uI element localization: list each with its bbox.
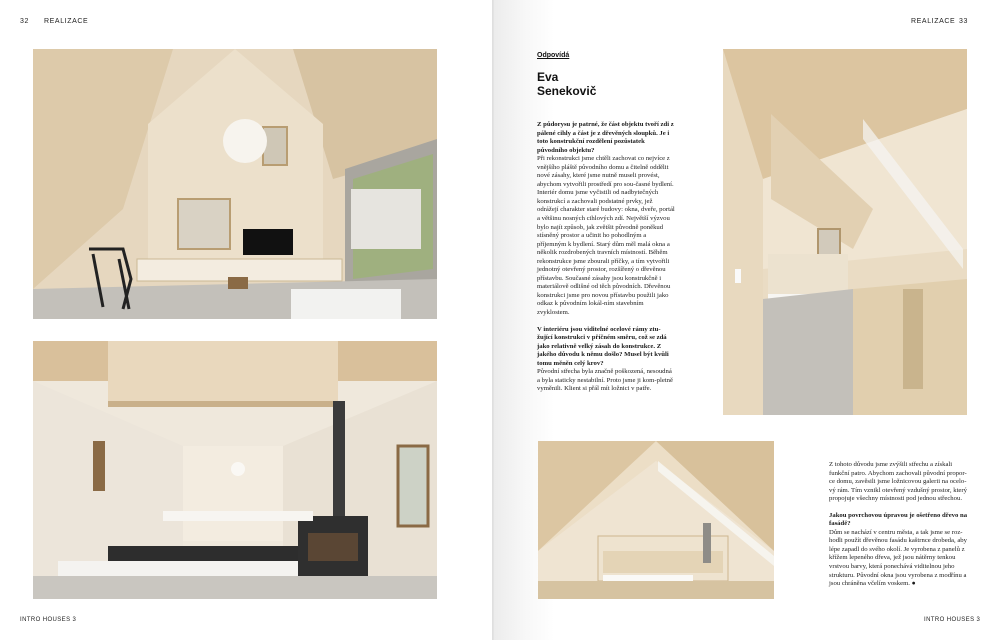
- photo-gallery-bedroom: [723, 49, 967, 415]
- interview-column-1: [537, 121, 675, 402]
- qa-block: [537, 326, 675, 394]
- section-label-left: REALIZACE: [44, 18, 89, 25]
- photo-living-room: [33, 49, 437, 319]
- qa-block: [829, 512, 969, 589]
- answer-text: Dům se nachází v centru města, a tak jsme se roz-hodli použít dřevěnou fasádu kaštrnce drobeda, aby lépe zapadl do svého okolí. Je vyrobena z panelů z křížem lepeného dřeva, jež jsou nátěrny tenkou vrstvou barvy, která ponechává viditelnou jeho strukturu. Původní okna jsou vyrobena z modřínu a jsou chráněna včelím voskem. ●: [829, 528, 967, 588]
- author-last-name: Senekovič: [537, 84, 597, 98]
- section-label-right: REALIZACE: [911, 18, 956, 25]
- author-name: [537, 70, 596, 98]
- answer-text: Původní střecha byla značně poškozená, nesoudná a byla staticky nestabilní. Proto jsme ji kom-pletně vyměnili. Klient si přál mít ložnici v patře.: [537, 368, 673, 393]
- page-number-right: 33: [959, 18, 968, 25]
- answer-text: Při rekonstrukci jsme chtěli zachovat co nejvíce z vnějšího pláště původního domu a čitelně oddělit nové zásahy, které jsme nutně museli provést, abychom vytvořili prostředí pro sou-časné bydlení. Interiér domu jsme vyčistili od nadbytečných konstrukcí a zachovali podstatné prvky, jež odrážejí charakter staré budovy: okna, dveře, portál a většinu nosných cihlových zdí. Největší výzvou bylo najít způsob, jak zvětšit původně poněkud stísněný prostor a učinit ho pohodlným a příjemným k bydlení. Starý dům měl malá okna a několik rozdrobených travních místností. Běhěm rekonstrukce jsme zbourali příčky, a tím vytvořili jednotný otevřený prostor, rozšířený o dřevěnou přístavbu. Současné zásahy jsou konstrukčně i materiálově odlišné od těch původních. Dřevěnou konstrukci jsme pro novou přístavbu použili jako odkaz k původním lokál-ním stavebním zvyklostem.: [537, 155, 675, 317]
- question-text: V interiéru jsou viditelné ocelové rámy ztu-žující konstrukci v příčném směru, což se zdá jako relativně velký zásah do konstrukce. Z jakého důvodu k němu došlo? Musel být kvůli tomu měněn celý krov?: [537, 325, 669, 367]
- answer-text: Z tohoto důvodu jsme zvýšili střechu a získali funkční patro. Abychom zachovali původní propor-ce domu, zavěsili jsme ložnicovou galerii na ocelo-vý rám. Tím vznikl otevřený vzdušný prostor, který propojuje všechny místnosti pod jednou střechou.: [829, 461, 967, 503]
- question-text: Jakou povrchovou úpravou je ošetřeno dřevo na fasádě?: [829, 511, 968, 528]
- footer-left: INTRO HOUSES 3: [20, 617, 77, 623]
- page-number-left: 32: [20, 18, 29, 25]
- interview-column-2: [829, 461, 969, 597]
- qa-block: [829, 461, 969, 504]
- interview-kicker: Odpovídá: [537, 52, 570, 59]
- question-text: Z půdorysu je patrné, že část objektu tvoří zdi z pálené cihly a část je z dřevěných sloupků. Je i toto konstrukční rozdělení pozůstatek původního objektu?: [537, 121, 674, 154]
- photo-dining-kitchen: [33, 341, 437, 599]
- qa-block: [537, 121, 675, 318]
- author-first-name: Eva: [537, 70, 559, 84]
- photo-attic-bedroom: [538, 441, 774, 599]
- footer-right: INTRO HOUSES 3: [924, 617, 981, 623]
